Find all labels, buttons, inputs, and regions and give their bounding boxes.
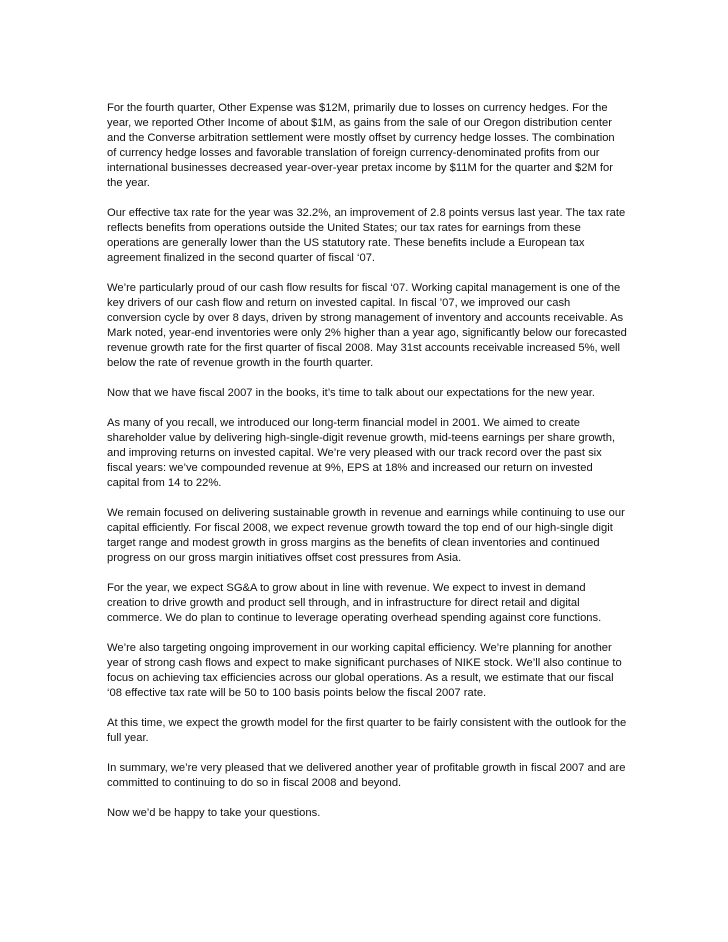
paragraph-first-quarter: At this time, we expect the growth model for the first quarter to be fairly consistent with the outlook for the full year. <box>107 717 627 744</box>
paragraph-new-year: Now that we have fiscal 2007 in the books, it’s time to talk about our expectations for the new year. <box>107 387 595 399</box>
paragraph-tax-rate: Our effective tax rate for the year was 32.2%, an improvement of 2.8 points versus last year. The tax rate reflects benefits from operations outside the United States; our tax rates for earnings from these operations are generally lower than the US statutory rate. These benefits include a European tax agreement finalized in the second quarter of fiscal ‘07. <box>107 207 626 264</box>
paragraph-questions: Now we’d be happy to take your questions. <box>107 807 321 819</box>
paragraph-sga: For the year, we expect SG&A to grow about in line with revenue. We expect to invest in demand creation to drive growth and product sell through, and in infrastructure for direct retail and digital commerce. We do plan to continue to leverage operating overhead spending against core functions. <box>107 582 602 624</box>
document-page <box>107 101 627 836</box>
paragraph-working-capital: We’re also targeting ongoing improvement in our working capital efficiency. We’re planning for another year of strong cash flows and expect to make significant purchases of NIKE stock. We’ll also continue to focus on achieving tax efficiencies across our global operations. As a result, we estimate that our fiscal ‘08 effective tax rate will be 50 to 100 basis points below the fiscal 2007 rate. <box>107 642 622 699</box>
paragraph-fiscal-2008: We remain focused on delivering sustainable growth in revenue and earnings while continuing to use our capital efficiently. For fiscal 2008, we expect revenue growth toward the top end of our high-single digit target range and modest growth in gross margins as the benefits of clean inventories and continued progress on our gross margin initiatives offset cost pressures from Asia. <box>107 507 625 564</box>
paragraph-financial-model: As many of you recall, we introduced our long-term financial model in 2001. We aimed to create shareholder value by delivering high-single-digit revenue growth, mid-teens earnings per share growth, and improving returns on invested capital. We’re very pleased with our track record over the past six fiscal years: we’ve compounded revenue at 9%, EPS at 18% and increased our return on invested capital from 14 to 22%. <box>107 417 616 489</box>
paragraph-other-expense: For the fourth quarter, Other Expense was $12M, primarily due to losses on currency hedges. For the year, we reported Other Income of about $1M, as gains from the sale of our Oregon distribution center and the Converse arbitration settlement were mostly offset by currency hedge losses. The combination of currency hedge losses and favorable translation of foreign currency-denominated profits from our international businesses decreased year-over-year pretax income by $11M for the quarter and $2M for the year. <box>107 102 615 189</box>
paragraph-summary: In summary, we’re very pleased that we delivered another year of profitable growth in fiscal 2007 and are committed to continuing to do so in fiscal 2008 and beyond. <box>107 762 626 789</box>
paragraph-cash-flow: We’re particularly proud of our cash flow results for fiscal ‘07. Working capital management is one of the key drivers of our cash flow and return on invested capital. In fiscal ’07, we improved our cash conversion cycle by over 8 days, driven by strong management of inventory and accounts receivable. As Mark noted, year-end inventories were only 2% higher than a year ago, significantly below our forecasted revenue growth rate for the first quarter of fiscal 2008. May 31st accounts receivable increased 5%, well below the rate of revenue growth in the fourth quarter. <box>107 282 627 369</box>
